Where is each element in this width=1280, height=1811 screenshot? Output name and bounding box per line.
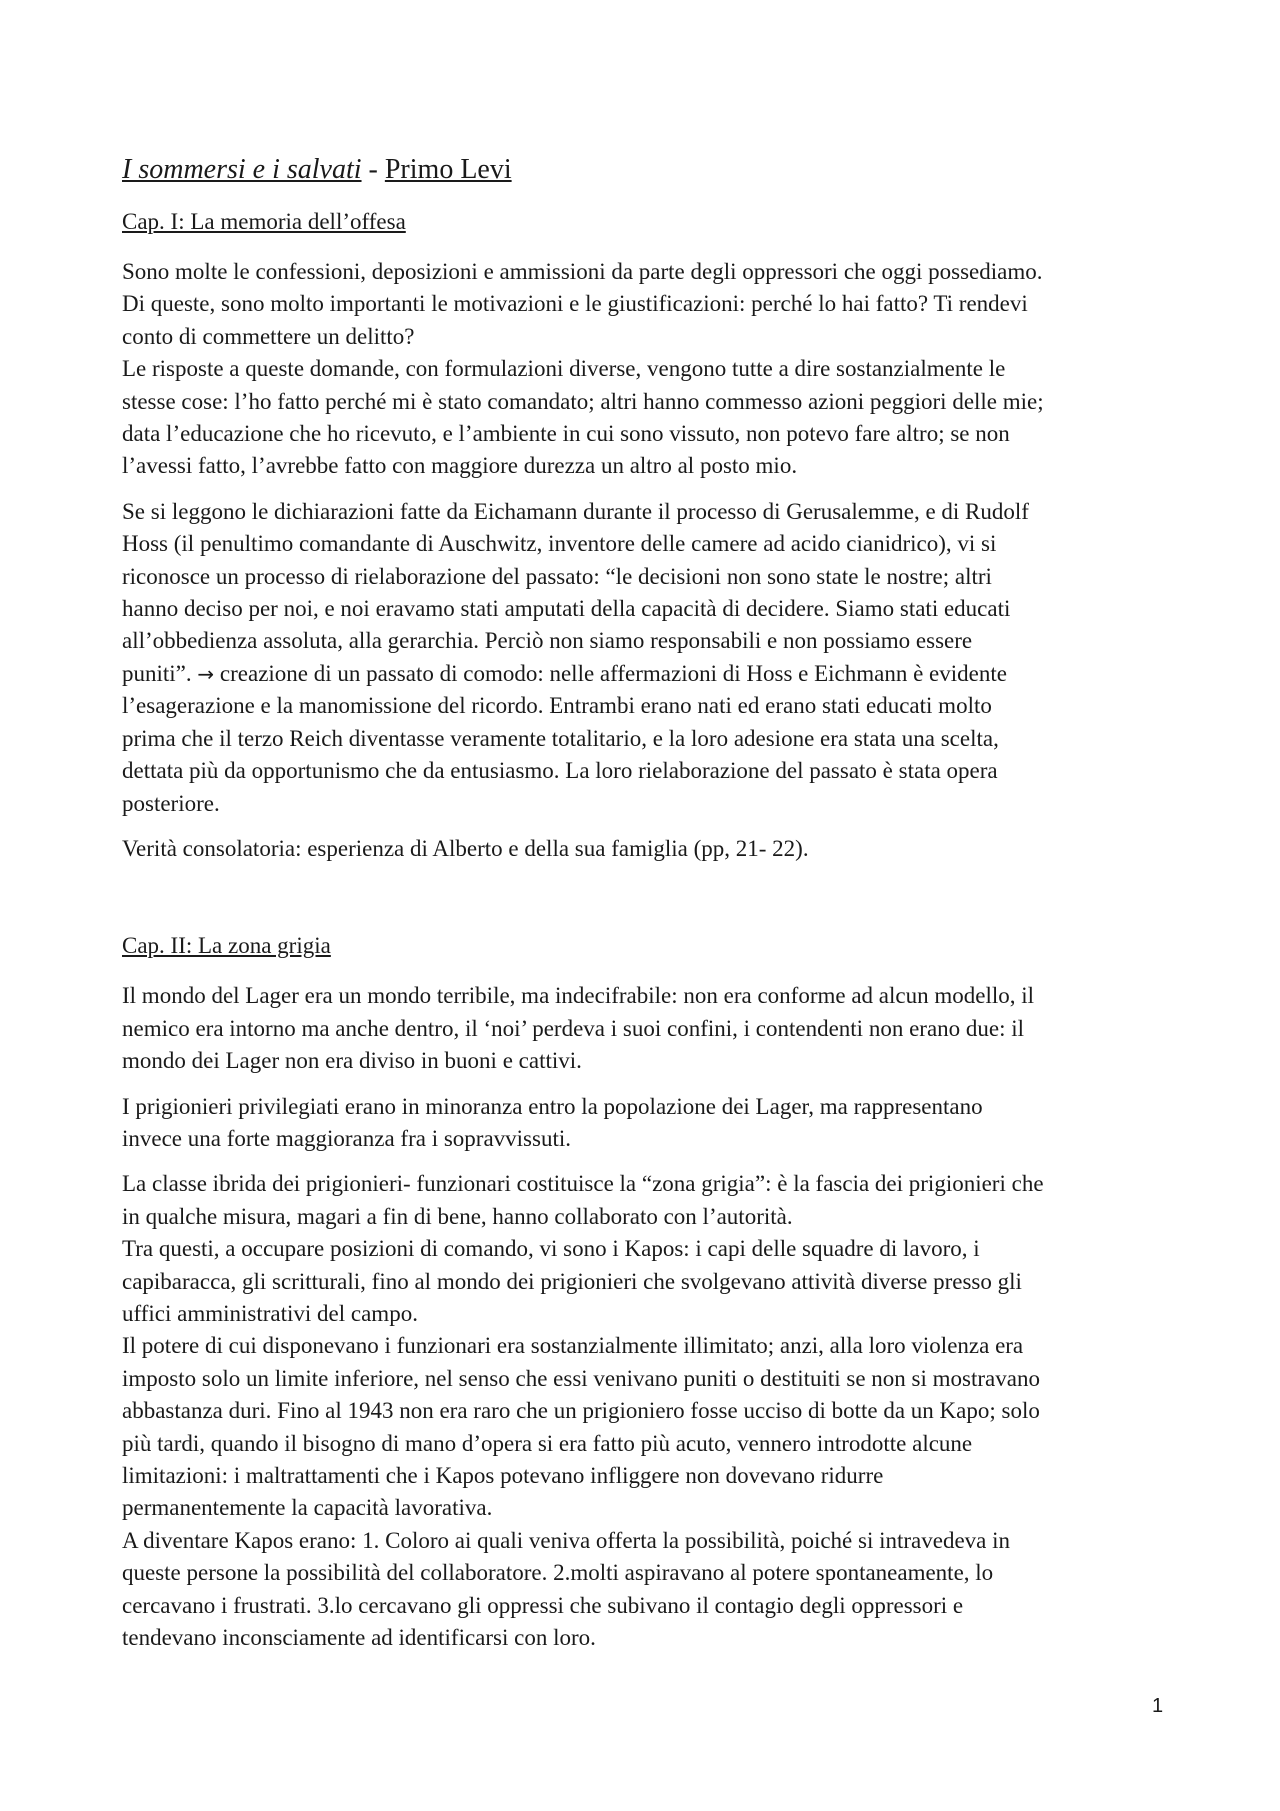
chapter-1-paragraph-1 (122, 256, 1172, 483)
text-line: queste persone la possibilità del collaboratore. 2.molti aspiravano al potere spontaneamente, lo (122, 1560, 994, 1586)
text-line: all’obbedienza assoluta, alla gerarchia. Perciò non siamo responsabili e non possiamo essere (122, 628, 973, 654)
text-line: Il potere di cui disponevano i funzionari era sostanzialmente illimitato; anzi, alla loro violenza era (122, 1333, 1024, 1359)
author-name: Primo Levi (384, 154, 512, 185)
text-line: Di queste, sono molto importanti le motivazioni e le giustificazioni: perché lo hai fatto? Ti rendevi (122, 291, 1028, 317)
chapter-2-heading: Cap. II: La zona grigia (122, 933, 331, 959)
text-line: tendevano inconsciamente ad identificarsi con loro. (122, 1625, 596, 1651)
text-line: Sono molte le confessioni, deposizioni e ammissioni da parte degli oppressori che oggi possediamo. (122, 259, 1043, 284)
text-line: La classe ibrida dei prigionieri- funzionari costituisce la “zona grigia”: è la fascia dei prigionieri che (122, 1171, 1044, 1197)
text-line: l’esagerazione e la manomissione del ricordo. Entrambi erano nati ed erano stati educati molto (122, 693, 992, 719)
text-line: in qualche misura, magari a fin di bene, hanno collaborato con l’autorità. (122, 1203, 793, 1229)
text-line: riconosce un processo di rielaborazione del passato: “le decisioni non sono state le nostre; altri (122, 563, 992, 589)
right-arrow-icon: → (197, 661, 215, 686)
text-line: conto di commettere un delitto? (122, 323, 415, 349)
page-number: 1 (1152, 1695, 1164, 1717)
text-line: hanno deciso per noi, e noi eravamo stati amputati della capacità di decidere. Siamo stati educati (122, 596, 1011, 622)
chapter-2-paragraph-2 (122, 1091, 1172, 1156)
book-title: I sommersi e i salvati (122, 154, 362, 185)
section-spacer (122, 878, 1172, 930)
document-title (122, 152, 1172, 188)
text-segment: creazione di un passato di comodo: nelle affermazioni di Hoss e Eichmann è evidente (214, 660, 1007, 686)
chapter-2-paragraph-1 (122, 980, 1172, 1077)
text-line: capibaracca, gli scritturali, fino al mondo dei prigionieri che svolgevano attività diverse presso gli (122, 1268, 1022, 1294)
text-line-with-arrow (122, 658, 1172, 690)
text-line: cercavano i frustrati. 3.lo cercavano gli oppressi che subivano il contagio degli oppressori e (122, 1592, 964, 1618)
text-line: Tra questi, a occupare posizioni di comando, vi sono i Kapos: i capi delle squadre di lavoro, i (122, 1236, 980, 1262)
text-line: limitazioni: i maltrattamenti che i Kapos potevano infliggere non dovevano ridurre (122, 1463, 884, 1488)
text-line: nemico era intorno ma anche dentro, il ‘noi’ perdeva i suoi confini, i contendenti non erano due: il (122, 1015, 1025, 1041)
text-line: dettata più da opportunismo che da entusiasmo. La loro rielaborazione del passato è stata opera (122, 758, 998, 784)
text-line: più tardi, quando il bisogno di mano d’opera si era fatto più acuto, vennero introdotte alcune (122, 1430, 973, 1456)
text-line: abbastanza duri. Fino al 1943 non era raro che un prigioniero fosse ucciso di botte da un Kapo; solo (122, 1398, 1040, 1424)
text-line: stesse cose: l’ho fatto perché mi è stato comandato; altri hanno commesso azioni peggiori delle mie; (122, 388, 1044, 414)
text-line: I prigionieri privilegiati erano in minoranza entro la popolazione dei Lager, ma rappresentano (122, 1093, 983, 1119)
chapter-1-paragraph-3 (122, 833, 1172, 865)
text-line: uffici amministrativi del campo. (122, 1300, 418, 1326)
text-line: prima che il terzo Reich diventasse veramente totalitario, e la loro adesione era stata una scelta, (122, 725, 999, 751)
text-line: data l’educazione che ho ricevuto, e l’ambiente in cui sono vissuto, non potevo fare altro; se non (122, 421, 1010, 447)
text-line: invece una forte maggioranza fra i sopravvissuti. (122, 1125, 571, 1151)
title-separator: - (361, 154, 385, 185)
chapter-1-heading: Cap. I: La memoria dell’offesa (122, 209, 406, 234)
text-line: Verità consolatoria: esperienza di Alberto e della sua famiglia (pp, 21- 22). (122, 835, 809, 861)
chapter-1-paragraph-2 (122, 496, 1172, 820)
text-line: imposto solo un limite inferiore, nel senso che essi venivano puniti o destituiti se non si mostravano (122, 1365, 1040, 1391)
text-line: Le risposte a queste domande, con formulazioni diverse, vengono tutte a dire sostanzialmente le (122, 356, 1006, 382)
text-line: Il mondo del Lager era un mondo terribile, ma indecifrabile: non era conforme ad alcun modello, il (122, 983, 1035, 1009)
document-page (122, 152, 1172, 1667)
text-line: posteriore. (122, 790, 220, 816)
text-line: Hoss (il penultimo comandante di Auschwitz, inventore delle camere ad acido cianidrico), vi si (122, 531, 997, 557)
chapter-2-paragraph-3 (122, 1168, 1172, 1654)
text-segment: puniti”. (122, 660, 198, 686)
text-line: mondo dei Lager non era diviso in buoni e cattivi. (122, 1048, 582, 1074)
text-line: permanentemente la capacità lavorativa. (122, 1495, 493, 1521)
text-line: Se si leggono le dichiarazioni fatte da Eichamann durante il processo di Gerusalemme, e di Rudolf (122, 498, 1029, 524)
text-line: l’avessi fatto, l’avrebbe fatto con maggiore durezza un altro al posto mio. (122, 453, 798, 479)
text-line: A diventare Kapos erano: 1. Coloro ai quali veniva offerta la possibilità, poiché si intravedeva in (122, 1527, 1011, 1553)
